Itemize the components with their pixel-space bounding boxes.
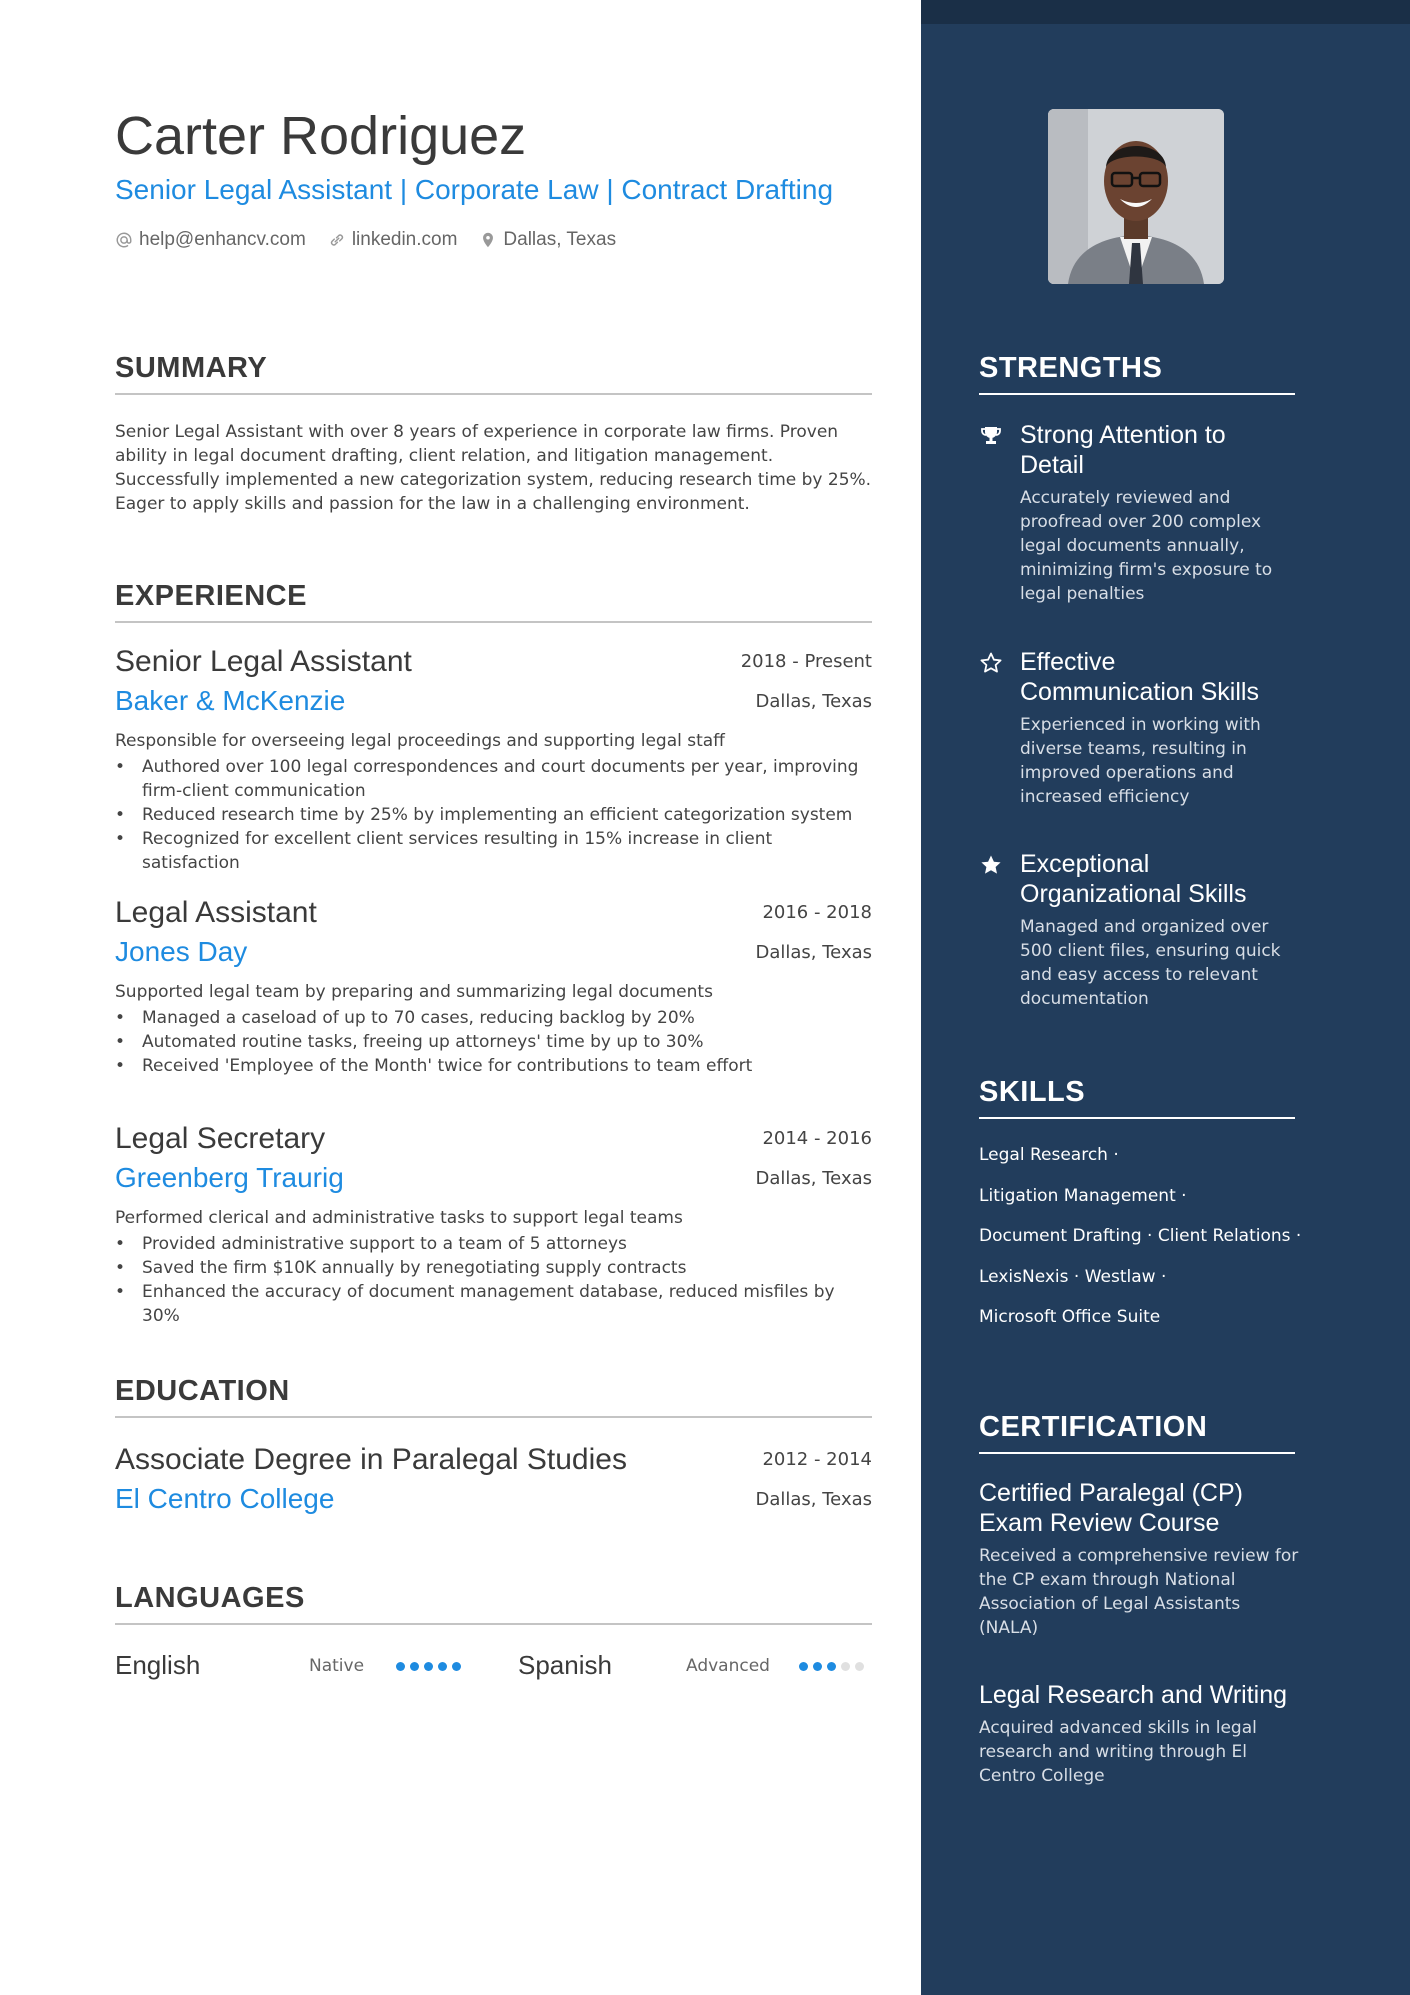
strength-item: [979, 849, 1295, 1011]
rating-dot-filled: [438, 1662, 447, 1671]
job-bullet: • Authored over 100 legal correspondences and court documents per year, improving firm-client communication: [115, 755, 872, 803]
strength-title: Strong Attention to Detail: [1020, 421, 1226, 479]
candidate-name: Carter Rodriguez: [115, 106, 527, 166]
languages-heading: LANGUAGES: [115, 1582, 872, 1625]
job-entry: [115, 1122, 872, 1328]
job-location: Dallas, Texas: [755, 1168, 872, 1189]
language-level: Native: [309, 1656, 365, 1676]
trophy-icon: [979, 424, 1003, 448]
language-level: Advanced: [686, 1656, 770, 1676]
job-date: 2016 - 2018: [762, 902, 872, 923]
education-date: 2012 - 2014: [762, 1449, 872, 1470]
rating-dot-filled: [396, 1662, 405, 1671]
skill-line: Microsoft Office Suite: [979, 1307, 1161, 1327]
strength-title: Exceptional Organizational Skills: [1020, 850, 1247, 908]
strength-description: Managed and organized over 500 client files, ensuring quick and easy access to relevant documentation: [1020, 917, 1281, 1009]
at-icon: [115, 231, 133, 249]
language-name: Spanish: [518, 1650, 612, 1680]
job-company: Baker & McKenzie: [115, 685, 346, 716]
job-bullet: • Received 'Employee of the Month' twice for contributions to team effort: [115, 1054, 872, 1078]
job-bullets: [115, 1006, 872, 1078]
job-bullet: • Enhanced the accuracy of document management database, reduced misfiles by 30%: [115, 1280, 872, 1328]
sidebar-top-band: [921, 0, 1410, 24]
language-rating: [799, 1662, 864, 1671]
certification-title: Legal Research and Writing: [979, 1681, 1288, 1709]
skill-line: Litigation Management ·: [979, 1185, 1187, 1206]
certification-title: Certified Paralegal (CP) Exam Review Course: [979, 1479, 1243, 1537]
education-entry: [115, 1443, 872, 1527]
location-pin-icon: [479, 231, 497, 249]
rating-dot-filled: [813, 1662, 822, 1671]
strength-item: [979, 420, 1295, 606]
job-bullet: • Automated routine tasks, freeing up attorneys' time by up to 30%: [115, 1030, 872, 1054]
skills-heading: SKILLS: [979, 1076, 1295, 1119]
strength-description: Experienced in working with diverse teams, resulting in improved operations and increased efficiency: [1020, 715, 1261, 807]
job-company: Jones Day: [115, 936, 248, 967]
job-role: Legal Assistant: [115, 896, 317, 929]
job-description: Responsible for overseeing legal proceedings and supporting legal staff: [115, 731, 725, 751]
contact-linkedin[interactable]: [328, 229, 458, 251]
contact-email[interactable]: [115, 229, 306, 251]
certification-description: Received a comprehensive review for the CP exam through National Association of Legal Assistants (NALA): [979, 1546, 1299, 1638]
job-bullet: • Saved the firm $10K annually by renegotiating supply contracts: [115, 1256, 872, 1280]
job-bullets: [115, 755, 872, 875]
job-role: Legal Secretary: [115, 1122, 326, 1155]
language-name: English: [115, 1650, 201, 1680]
job-bullet: • Managed a caseload of up to 70 cases, reducing backlog by 20%: [115, 1006, 872, 1030]
rating-dot-filled: [424, 1662, 433, 1671]
job-bullet: • Recognized for excellent client services resulting in 15% increase in client satisfaction: [115, 827, 872, 875]
job-entry: [115, 896, 872, 1078]
candidate-title: Senior Legal Assistant | Corporate Law | Contract Drafting: [115, 174, 834, 205]
rating-dot-filled: [452, 1662, 461, 1671]
language-rating: [396, 1662, 461, 1671]
rating-dot-filled: [410, 1662, 419, 1671]
degree-name: Associate Degree in Paralegal Studies: [115, 1443, 627, 1476]
strength-item: [979, 647, 1295, 809]
avatar: [1048, 109, 1224, 284]
job-description: Supported legal team by preparing and summarizing legal documents: [115, 982, 713, 1002]
job-role: Senior Legal Assistant: [115, 645, 412, 678]
strengths-heading: STRENGTHS: [979, 352, 1295, 395]
contact-info: [115, 229, 616, 251]
strength-description: Accurately reviewed and proofread over 200 complex legal documents annually, minimizing firm's exposure to legal penalties: [1020, 488, 1273, 604]
experience-heading: EXPERIENCE: [115, 580, 872, 623]
sidebar: [921, 0, 1410, 1995]
job-bullet: • Provided administrative support to a team of 5 attorneys: [115, 1232, 872, 1256]
rating-dot-empty: [855, 1662, 864, 1671]
job-bullets: [115, 1232, 872, 1328]
rating-dot-filled: [799, 1662, 808, 1671]
skill-line: LexisNexis · Westlaw ·: [979, 1266, 1167, 1287]
job-company: Greenberg Traurig: [115, 1162, 344, 1193]
certification-item: [979, 1478, 1299, 1640]
certification-description: Acquired advanced skills in legal research and writing through El Centro College: [979, 1718, 1257, 1786]
rating-dot-filled: [827, 1662, 836, 1671]
linkedin-text: linkedin.com: [351, 229, 458, 250]
job-bullet: • Reduced research time by 25% by implementing an efficient categorization system: [115, 803, 872, 827]
profile-photo: [1048, 109, 1224, 284]
strength-title: Effective Communication Skills: [1020, 648, 1259, 706]
contact-location: [479, 229, 616, 251]
education-heading: EDUCATION: [115, 1375, 872, 1418]
location-text: Dallas, Texas: [503, 229, 617, 250]
rating-dot-empty: [841, 1662, 850, 1671]
job-date: 2018 - Present: [740, 651, 872, 672]
skills-list: [979, 1140, 1319, 1343]
certification-heading: CERTIFICATION: [979, 1411, 1295, 1454]
summary-text: Senior Legal Assistant with over 8 years of experience in corporate law firms. Proven ability in legal document drafting, client relation, and litigation management. Successfully implemented a new categorization system, reducing research time by 25%. Eager to apply skills and passion for the law in a challenging environment.: [115, 422, 872, 514]
job-date: 2014 - 2016: [762, 1128, 872, 1149]
job-location: Dallas, Texas: [755, 942, 872, 963]
certification-item: [979, 1680, 1299, 1788]
summary-heading: SUMMARY: [115, 352, 872, 395]
school-name: El Centro College: [115, 1483, 335, 1514]
job-entry: [115, 645, 872, 875]
link-icon: [328, 231, 346, 249]
job-location: Dallas, Texas: [755, 691, 872, 712]
job-description: Performed clerical and administrative tasks to support legal teams: [115, 1208, 683, 1228]
star-filled-icon: [979, 853, 1003, 877]
email-text: help@enhancv.com: [139, 229, 306, 250]
education-location: Dallas, Texas: [755, 1489, 872, 1510]
languages-row: [115, 1650, 872, 1686]
star-outline-icon: [979, 651, 1003, 675]
skill-line: Document Drafting · Client Relations ·: [979, 1226, 1302, 1246]
skill-line: Legal Research ·: [979, 1145, 1119, 1165]
